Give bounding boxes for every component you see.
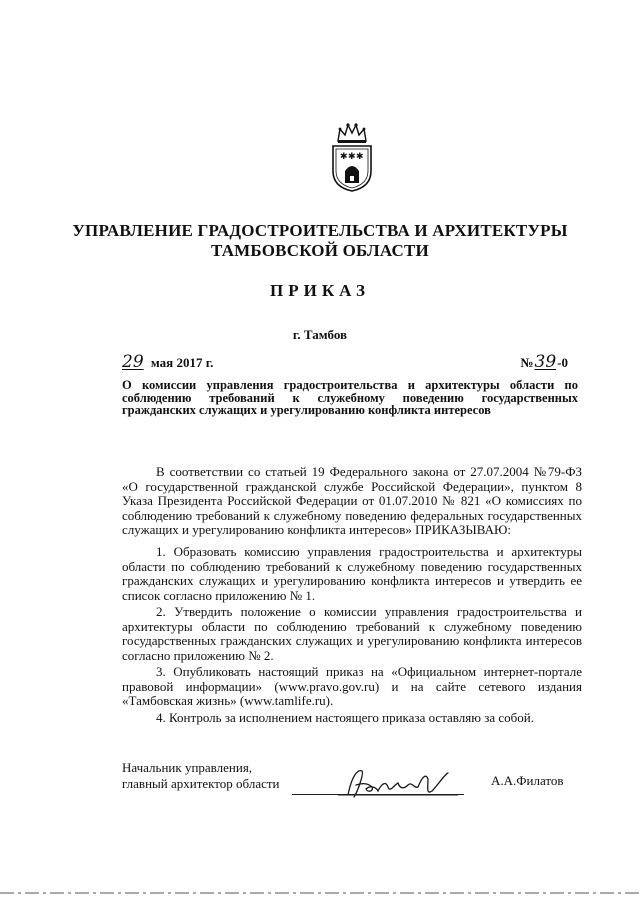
- svg-text:✱: ✱: [356, 151, 364, 161]
- svg-text:✱: ✱: [348, 151, 356, 161]
- organization-name-line2: ТАМБОВСКОЙ ОБЛАСТИ: [211, 241, 429, 260]
- city-label: г. Тамбов: [292, 327, 348, 342]
- list-item: 3. Опубликовать настоящий приказ на «Официальном интернет-портале правовой информации» (www.pravo.gov.ru) и на сайте сетевого издания «Тамбовская жизнь» (www.tamlife.ru).: [122, 664, 582, 708]
- list-item: 2. Утвердить положение о комиссии управления градостроительства и архитектуры области по соблюдению требований к служебному поведению государственных гражданских служащих и урегулированию конфликта интересов согласно приложению № 2.: [122, 604, 582, 663]
- preamble-text: В соответствии со статьей 19 Федерального закона от 27.07.2004 №79-ФЗ «О государственной гражданской службе Российской Федерации», пунктом 8 Указа Президента Российской Федерации от 01.07.2010 № 821 «О комиссиях по соблюдению требований к служебному поведению федеральных государственных служащих и урегулированию конфликта интересов» ПРИКАЗЫВАЮ:: [122, 464, 582, 537]
- number-prefix: №: [520, 355, 534, 370]
- signatory-name: А.А.Филатов: [491, 773, 564, 788]
- order-number: [520, 352, 568, 372]
- svg-text:✱: ✱: [340, 151, 348, 161]
- organization-name-line1: УПРАВЛЕНИЕ ГРАДОСТРОИТЕЛЬСТВА И АРХИТЕКТУРЫ: [72, 221, 568, 240]
- position-line1: Начальник управления,: [122, 760, 253, 775]
- position-line2: главный архитектор области: [122, 776, 280, 791]
- order-date: [122, 352, 213, 372]
- signatory-position: [122, 760, 280, 792]
- list-item: 4. Контроль за исполнением настоящего приказа оставляю за собой.: [156, 709, 534, 725]
- number-handwritten: 39: [534, 352, 557, 372]
- document-type-title: ПРИКАЗ: [270, 281, 370, 300]
- order-subject: О комиссии управления градостроительства и архитектуры области по соблюдению требований к служебному поведению государственных гражданских служащих и урегулированию конфликта интересов: [122, 378, 578, 417]
- preamble-paragraph: [122, 465, 582, 538]
- date-day-handwritten: 29: [122, 352, 144, 372]
- coat-of-arms-emblem: [329, 121, 375, 193]
- page-bottom-border: [0, 889, 640, 897]
- list-item: 1. Образовать комиссию управления градостроительства и архитектуры области по соблюдению требований к служебному поведению государственных гражданских служащих и урегулированию конфликта интересов и утвердить ее список согласно приложению № 1.: [122, 544, 582, 603]
- handwritten-signature: [328, 765, 468, 805]
- number-suffix: -0: [557, 355, 568, 370]
- date-month-year: мая 2017 г.: [150, 355, 214, 370]
- order-items-list: [122, 545, 582, 727]
